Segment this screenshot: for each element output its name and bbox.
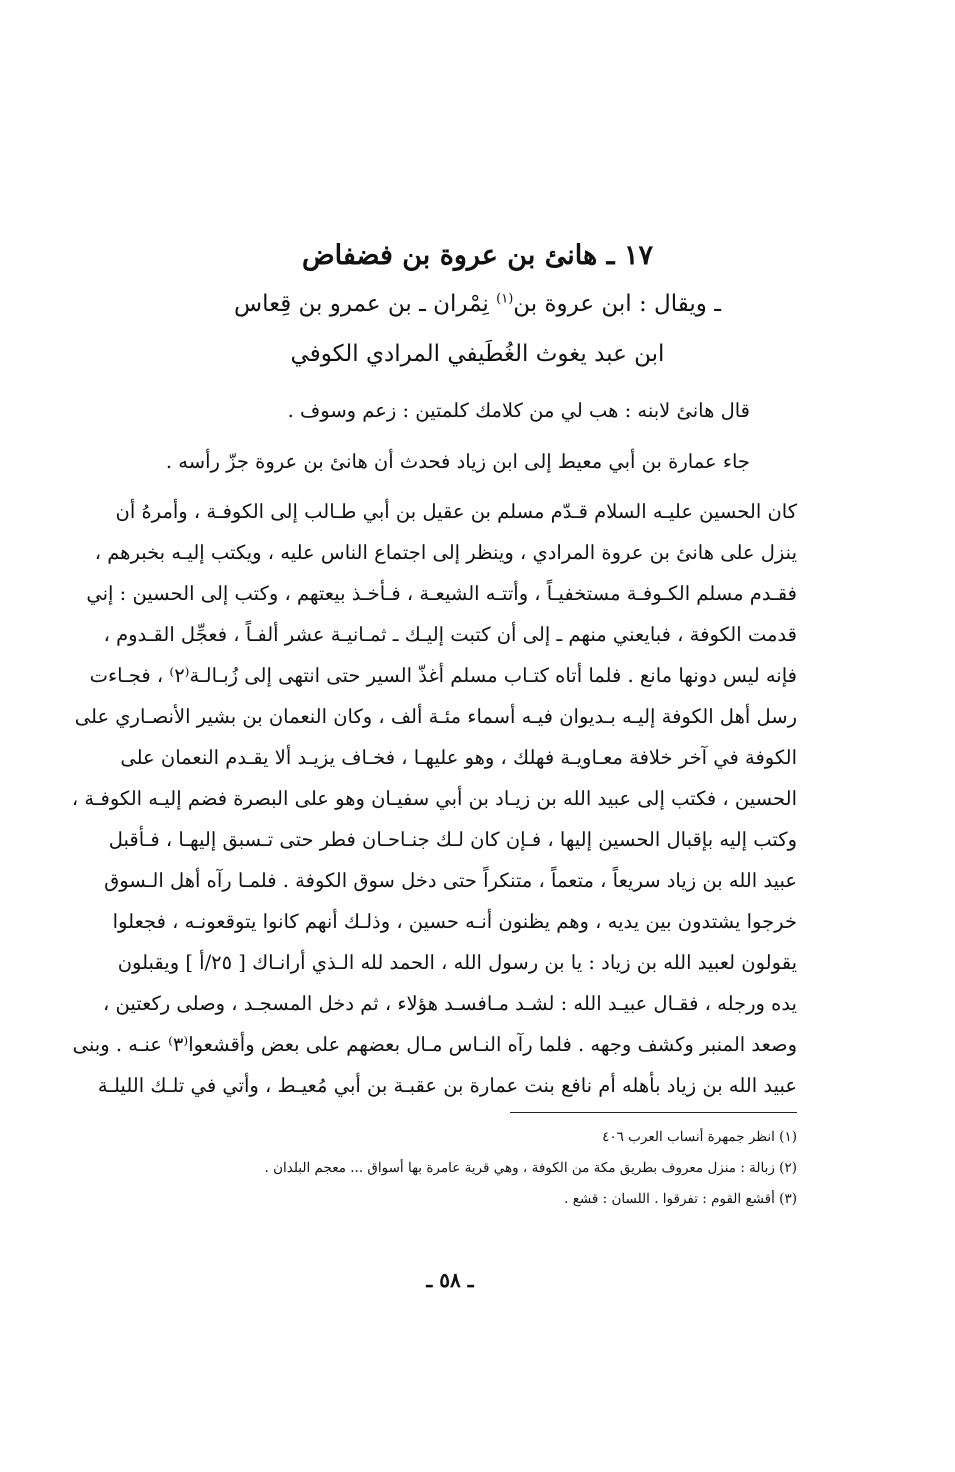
body-text-line: يقولون لعبيد الله بن زياد : يا بن رسول الله ، الحمد لله الـذي أرانـاك [ ٢٥/أ ] ويقبلون xyxy=(117,951,797,974)
subtitle-text-2: نِمْران ـ بن عمرو بن قِعاس xyxy=(234,291,497,317)
body-text-line: فقـدم مسلم الكـوفـة مستخفيـاً ، وأتتـه الشيعـة ، فـأخـذ بيعتهم ، وكتب إلى الحسين : إني xyxy=(86,582,797,605)
body-text-line: كان الحسين عليـه السلام قـدّم مسلم بن عقيل بن أبي طـالب إلى الكوفـة ، وأمرهُ أن xyxy=(115,500,797,523)
body-text-line: الحسين ، فكتب إلى عبيد الله بن زيـاد بن أبي سفيـان وهو على البصرة فضم إليـه الكوفـة ، xyxy=(71,787,797,810)
body-text-line: وكتب إليه بإقبال الحسين إليها ، فـإن كان لـك جنـاحـان فطر حتى تـسبق إليهـا ، فـأقبل xyxy=(108,828,797,851)
entry-subtitle-line-2: ابن عبد يغوث الغُطَيفي المرادي الكوفي xyxy=(290,341,665,367)
footnote: (١) انظر جمهرة أنساب العرب ٤٠٦ xyxy=(602,1129,797,1145)
body-text-line: رسل أهل الكوفة إليـه بـديوان فيـه أسماء مئـة ألف ، وكان النعمان بن بشير الأنصـاري على xyxy=(74,705,797,728)
footnote-ref-1: (١) xyxy=(496,291,514,307)
footnote: (٢) زبالة : منزل معروف بطريق مكة من الكوفة ، وهي قرية عامرة بها أسواق ... معجم البلدان . xyxy=(264,1160,797,1176)
body-text-line: عبيد الله بن زياد سريعاً ، متعماً ، متنكراً حتى دخل سوق الكوفة . فلمـا رآه أهل الـسوق xyxy=(104,869,797,892)
body-text-line: وصعد المنبر وكشف وجهه . فلما رآه النـاس مـال بعضهم على بعض وأقشعوا⁽٣⁾ عنـه . وبنى xyxy=(72,1033,797,1056)
footnote-separator xyxy=(510,1112,797,1113)
body-text-line: خرجوا يشتدون بين يديه ، وهم يظنون أنـه حسين ، وذلـك أنهم كانوا يتوقعونـه ، فجعلوا xyxy=(112,910,797,933)
body-text-line: قدمت الكوفة ، فبايعني منهم ـ إلى أن كتبت إليـك ـ ثمـانيـة عشر ألفـاً ، فعجِّل القـدوم ، xyxy=(103,623,797,646)
quote-line: جاء عمارة بن أبي معيط إلى ابن زياد فحدث أن هانئ بن عروة جزّ رأسه . xyxy=(165,450,750,473)
quote-line: قال هانئ لابنه : هب لي من كلامك كلمتين : زعم وسوف . xyxy=(287,399,750,422)
body-text-line: يده ورجله ، فقـال عبيـد الله : لشـد مـافسـد هؤلاء ، ثم دخل المسجـد ، وصلى ركعتين ، xyxy=(102,992,797,1015)
body-text-line: الكوفة في آخر خلافة معـاويـة فهلك ، وهو عليهـا ، فخـاف يزيـد ألا يقـدم النعمان على xyxy=(120,746,797,769)
body-text-line: فإنه ليس دونها مانع . فلما أتاه كتـاب مسلم أغذّ السير حتى انتهى إلى زُبـالـة⁽٢⁾ ، فجـاءت xyxy=(89,664,797,687)
page-number: ـ ٥٨ ـ xyxy=(426,1268,474,1292)
subtitle-text-1: ـ ويقال : ابن عروة بن xyxy=(513,291,721,317)
body-text-line: عبيد الله بن زياد بأهله أم نافع بنت عمارة بن عقبـة بن أبي مُعيـط ، وأتي في تلـك الليلـة xyxy=(97,1074,797,1097)
footnote: (٣) أقشع القوم : تفرقوا . اللسان : قشع . xyxy=(564,1191,797,1207)
entry-title: ١٧ ـ هانئ بن عروة بن فضفاض xyxy=(302,240,653,271)
entry-subtitle-line-1 xyxy=(150,284,805,324)
body-text-line: ينزل على هانئ بن عروة المرادي ، وينظر إلى اجتماع الناس عليه ، ويكتب إليـه بخبرهم ، xyxy=(94,541,797,564)
